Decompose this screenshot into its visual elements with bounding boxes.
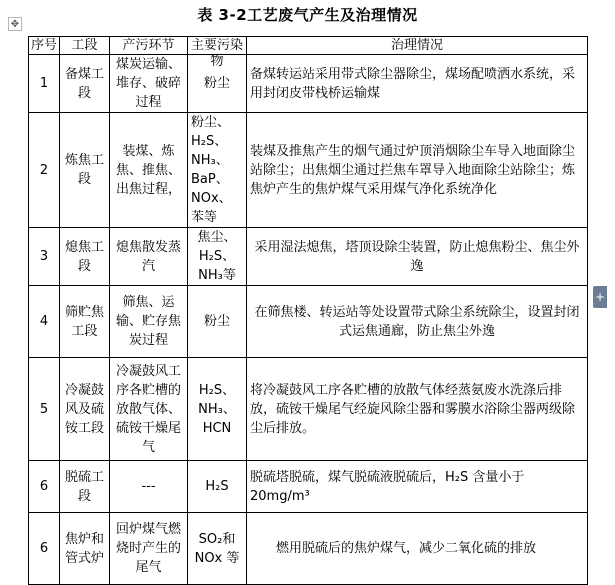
table-row: [29, 228, 588, 286]
cell-treatment: 采用湿法熄焦，塔顶设除尘装置，防止熄焦粉尘、焦尘外逸: [247, 228, 588, 286]
cell-section: 脱硫工段: [60, 461, 110, 513]
cell-seq: 2: [29, 113, 60, 228]
header-section: 工段: [60, 37, 110, 55]
cell-section: 焦炉和管式炉: [60, 513, 110, 585]
cell-pollutant: 粉尘、H₂S、NH₃、BaP、NOx、苯等: [188, 113, 247, 228]
cell-treatment: 装煤及推焦产生的烟气通过炉顶消烟除尘车导入地面除尘站除尘；出焦烟尘通过拦焦车罩导入地面除尘站除尘；炼焦炉产生的焦炉煤气采用煤气净化系统净化: [247, 113, 588, 228]
cell-seq: 5: [29, 358, 60, 461]
table-row: [29, 286, 588, 358]
cell-seq: 1: [29, 55, 60, 113]
cell-pollutant: H₂S: [188, 461, 247, 513]
cell-section: 熄焦工段: [60, 228, 110, 286]
cell-seq: 6: [29, 513, 60, 585]
table-row: [29, 55, 588, 113]
cell-treatment: 备煤转运站采用带式除尘器除尘，煤场配喷洒水系统，采用封闭皮带栈桥运输煤: [247, 55, 588, 113]
cell-section: 炼焦工段: [60, 113, 110, 228]
cell-section: 筛贮焦工段: [60, 286, 110, 358]
cell-source: 熄焦散发蒸汽: [110, 228, 188, 286]
table-title: 表 3-2工艺废气产生及治理情况: [197, 6, 418, 24]
header-seq: 序号: [29, 37, 60, 55]
cell-section: 备煤工段: [60, 55, 110, 113]
cell-pollutant: 粉尘: [188, 55, 247, 113]
table-row: [29, 358, 588, 461]
cell-source: 冷凝鼓风工序各贮槽的放散气体、硫铵干燥尾气: [110, 358, 188, 461]
cell-source: 煤炭运输、堆存、破碎过程: [110, 55, 188, 113]
add-icon[interactable]: +: [593, 286, 607, 308]
cell-seq: 3: [29, 228, 60, 286]
cell-pollutant: 粉尘: [188, 286, 247, 358]
cell-seq: 4: [29, 286, 60, 358]
table-header-row: [29, 37, 588, 55]
cell-pollutant: SO₂和 NOx 等: [188, 513, 247, 585]
process-emission-table: [28, 36, 588, 585]
cell-seq: 6: [29, 461, 60, 513]
cell-treatment: 脱硫塔脱硫，煤气脱硫液脱硫后，H₂S 含量小于20mg/m³: [247, 461, 588, 513]
cell-pollutant: H₂S、NH₃、HCN: [188, 358, 247, 461]
table-row: [29, 113, 588, 228]
table-row: [29, 513, 588, 585]
header-pollutant: 主要污染物: [188, 37, 247, 55]
cell-source: 筛焦、运输、贮存焦炭过程: [110, 286, 188, 358]
cell-source: 装煤、炼焦、推焦、出焦过程，: [110, 113, 188, 228]
header-treatment: 治理情况: [247, 37, 588, 55]
cell-source: ---: [110, 461, 188, 513]
cell-source: 回炉煤气燃烧时产生的尾气: [110, 513, 188, 585]
table-move-handle-icon[interactable]: ✥: [8, 17, 22, 31]
cell-treatment: 燃用脱硫后的焦炉煤气，减少二氧化硫的排放: [247, 513, 588, 585]
cell-treatment: 将冷凝鼓风工序各贮槽的放散气体经蒸氨废水洗涤后排放，硫铵干燥尾气经旋风除尘器和雾膜水浴除尘器两级除尘后排放。: [247, 358, 588, 461]
header-source: 产污环节: [110, 37, 188, 55]
cell-treatment: 在筛焦楼、转运站等处设置带式除尘系统除尘，设置封闭式运焦通廊，防止焦尘外逸: [247, 286, 588, 358]
cell-pollutant: 焦尘、H₂S、NH₃等: [188, 228, 247, 286]
cell-section: 冷凝鼓风及硫铵工段: [60, 358, 110, 461]
table-row: [29, 461, 588, 513]
